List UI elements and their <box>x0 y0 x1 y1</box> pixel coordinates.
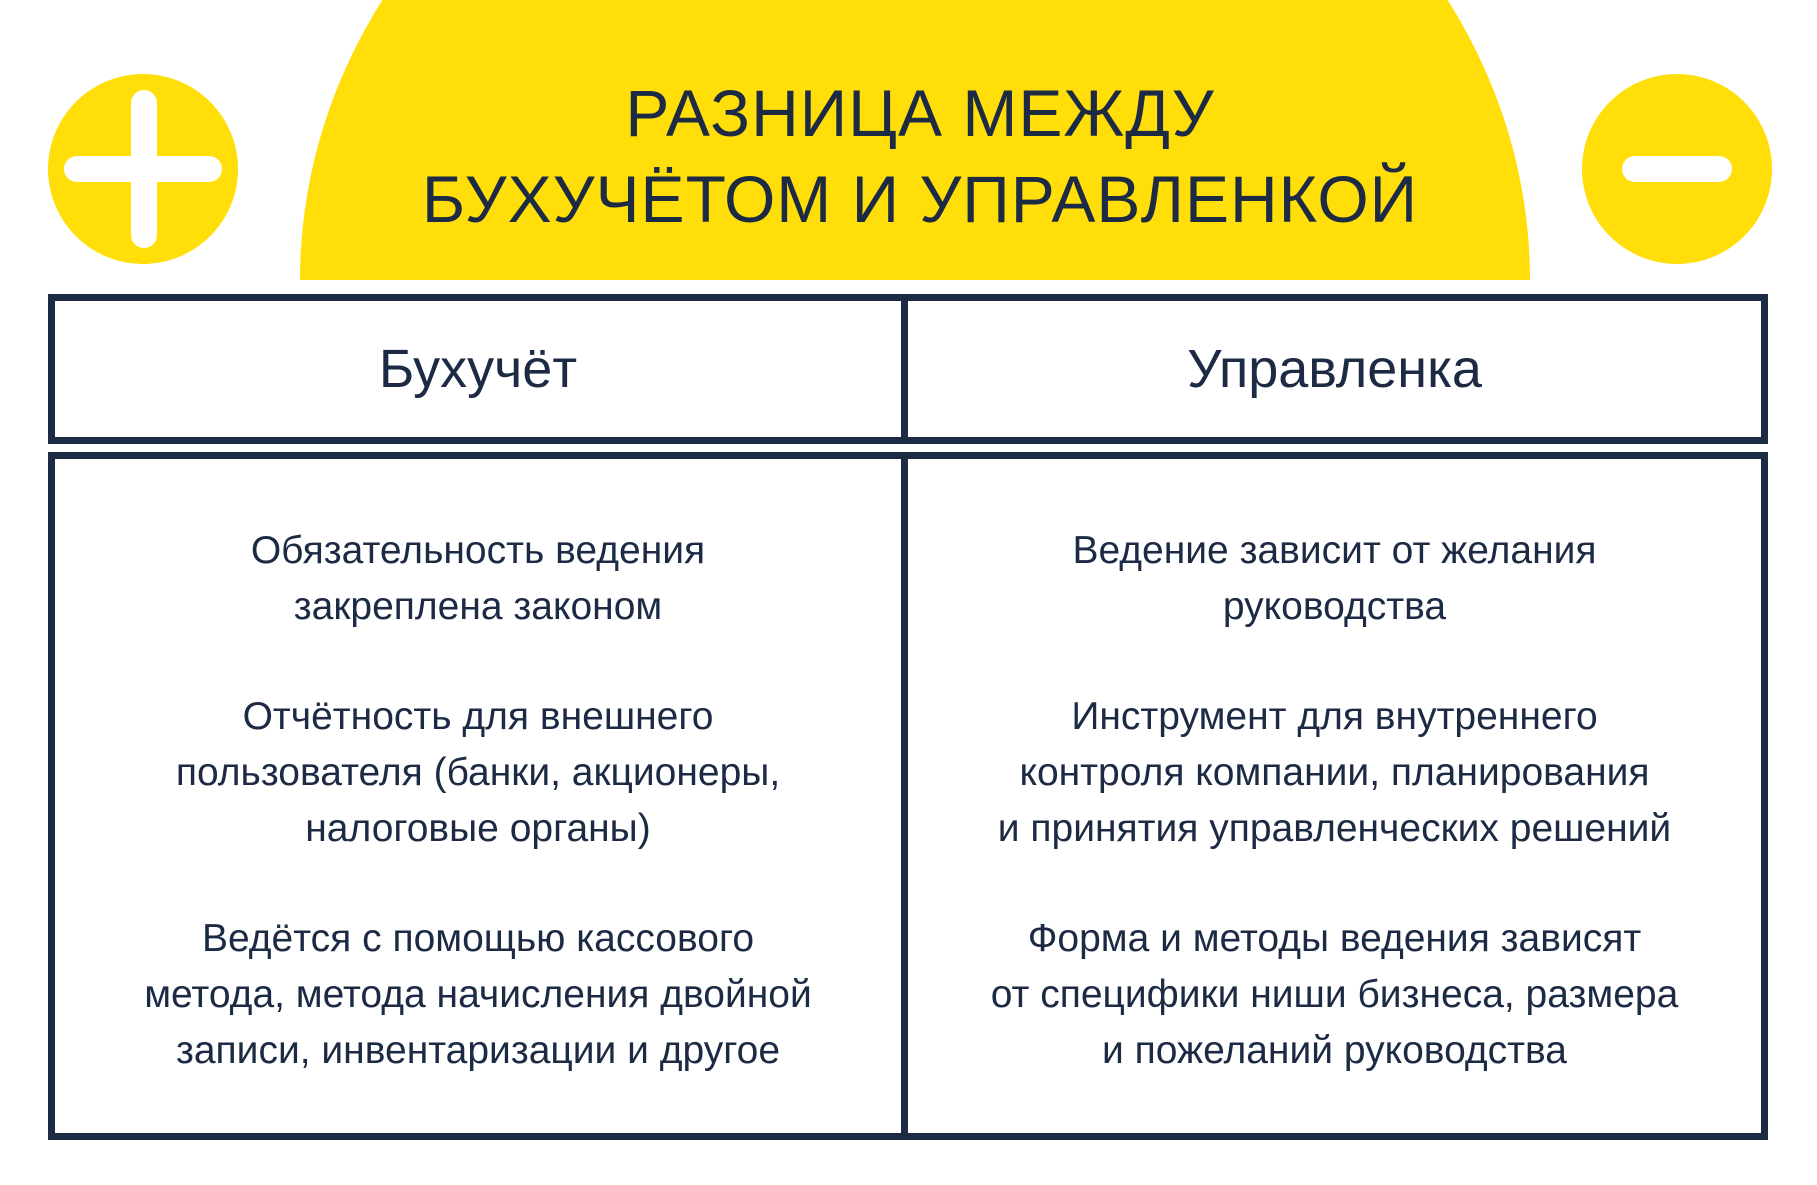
point-line: Инструмент для внутреннего <box>1071 695 1598 738</box>
point-line: и принятия управленческих решений <box>997 807 1672 850</box>
page-title <box>380 70 1460 242</box>
point-line: контроля компании, планирования <box>1019 751 1650 794</box>
accounting-point <box>176 689 780 857</box>
point-line: налоговые органы) <box>305 807 651 850</box>
plus-icon <box>48 74 238 264</box>
accounting-point <box>144 911 812 1079</box>
point-line: от специфики ниши бизнеса, размера <box>990 973 1679 1016</box>
header-accounting: Бухучёт <box>55 301 908 437</box>
management-point <box>1072 523 1596 635</box>
point-line: руководства <box>1222 585 1447 628</box>
point-line: записи, инвентаризации и другое <box>175 1029 781 1072</box>
point-line: Форма и методы ведения зависят <box>1027 917 1642 960</box>
point-line: Отчётность для внешнего <box>242 695 714 738</box>
accounting-point <box>251 523 705 635</box>
management-point <box>998 689 1671 857</box>
point-line: Обязательность ведения <box>250 529 706 572</box>
accounting-column <box>55 459 908 1133</box>
comparison-header-row <box>48 294 1768 444</box>
management-point <box>991 911 1679 1079</box>
comparison-body-row <box>48 452 1768 1140</box>
point-line: закреплена законом <box>293 585 663 628</box>
point-line: Ведётся с помощью кассового <box>201 917 755 960</box>
point-line: и пожеланий руководства <box>1101 1029 1567 1072</box>
title-line-2: БУХУЧЁТОМ И УПРАВЛЕНКОЙ <box>421 162 1419 236</box>
management-column <box>908 459 1761 1133</box>
point-line: Ведение зависит от желания <box>1072 529 1597 572</box>
point-line: пользователя (банки, акционеры, <box>175 751 781 794</box>
minus-icon <box>1582 74 1772 264</box>
point-line: метода, метода начисления двойной <box>144 973 812 1016</box>
header-management: Управленка <box>1187 339 1482 399</box>
title-line-1: РАЗНИЦА МЕЖДУ <box>625 76 1215 150</box>
